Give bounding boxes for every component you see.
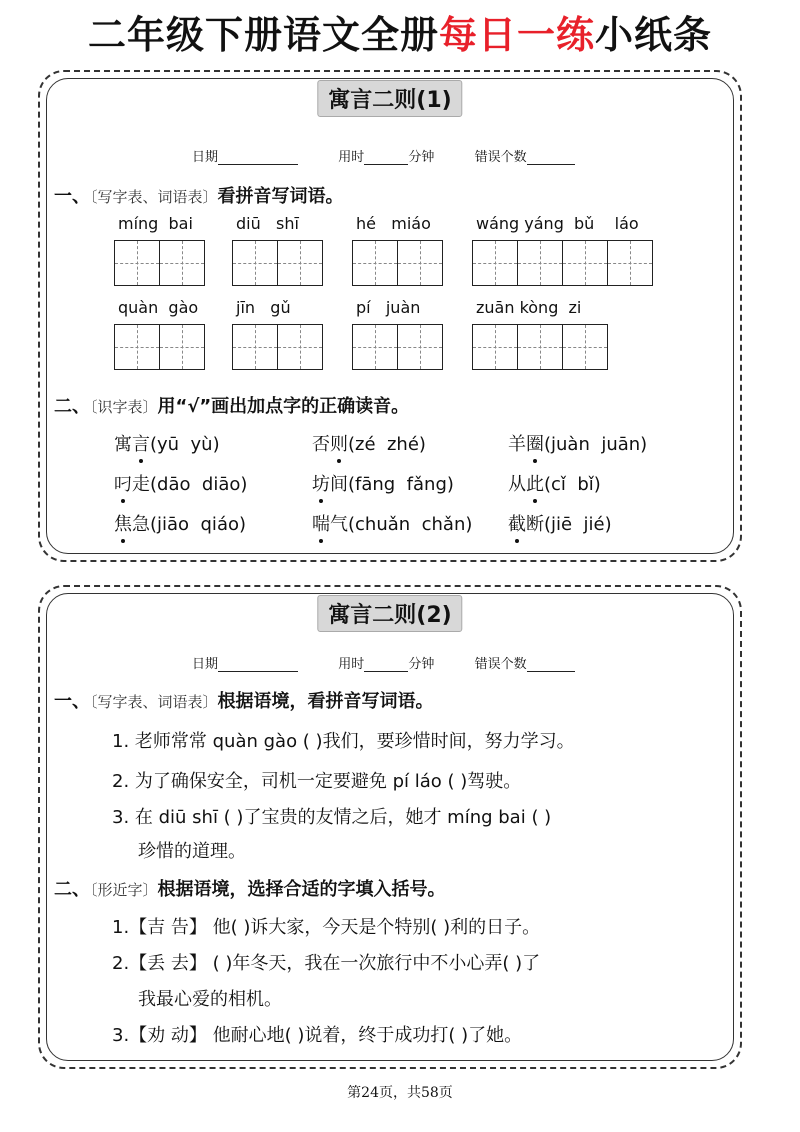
reading-choice[interactable]: 羊圈(juàn juān) (508, 434, 648, 455)
reading-choice[interactable]: 截断(jiē jié) (508, 514, 612, 535)
card-title: 寓言二则(1) (317, 80, 462, 117)
card-title: 寓言二则(2) (317, 595, 462, 632)
dotted-character: 此 (526, 474, 544, 495)
writing-grid[interactable] (472, 324, 608, 370)
dotted-character: 焦 (114, 514, 132, 535)
tian-cell[interactable] (160, 325, 204, 369)
tian-cell[interactable] (353, 325, 398, 369)
time-field[interactable] (364, 150, 408, 165)
writing-grid[interactable] (232, 324, 323, 370)
errors-field[interactable] (527, 657, 575, 672)
tian-cell[interactable] (398, 325, 442, 369)
writing-grid[interactable] (472, 240, 653, 286)
choice-item: 我最心爱的相机。 (138, 989, 282, 1010)
dotted-character: 截 (508, 514, 526, 535)
writing-grid[interactable] (114, 240, 205, 286)
dotted-character: 坊 (312, 474, 330, 495)
sentence-item[interactable]: 1. 老师常常 quàn gào ( )我们，要珍惜时间，努力学习。 (112, 731, 575, 752)
page-footer: 第24页，共58页 (347, 1085, 453, 1101)
pinyin-label: zuān kòng zi (476, 298, 582, 317)
tian-cell[interactable] (160, 241, 204, 285)
pinyin-label: jīn gǔ (236, 298, 291, 317)
question-1-heading: 一、〔写字表、词语表〕看拼音写词语。 (54, 186, 344, 207)
tian-cell[interactable] (563, 241, 608, 285)
tian-cell[interactable] (398, 241, 442, 285)
reading-choice[interactable]: 焦急(jiāo qiáo) (114, 514, 247, 535)
reading-choice[interactable]: 否则(zé zhé) (312, 434, 426, 455)
pinyin-label: wáng yáng bǔ láo (476, 214, 639, 233)
pinyin-label: hé miáo (356, 214, 431, 233)
choice-item[interactable]: 2.【丢 去】 ( )年冬天，我在一次旅行中不小心弄( )了 (112, 953, 541, 974)
tian-cell[interactable] (518, 325, 563, 369)
errors-field[interactable] (527, 150, 575, 165)
tian-cell[interactable] (563, 325, 607, 369)
meta-row: 日期 用时 分钟 错误个数 (192, 146, 575, 165)
tian-cell[interactable] (233, 241, 278, 285)
exercise-card-1 (38, 70, 742, 562)
writing-grid[interactable] (232, 240, 323, 286)
dotted-character: 则 (330, 434, 348, 455)
meta-row: 日期 用时 分钟 错误个数 (192, 653, 575, 672)
question-1-heading: 一、〔写字表、词语表〕根据语境，看拼音写词语。 (54, 691, 434, 712)
dotted-character: 言 (132, 434, 150, 455)
tian-cell[interactable] (278, 325, 322, 369)
sentence-item[interactable]: 2. 为了确保安全，司机一定要避免 pí láo ( )驾驶。 (112, 771, 522, 792)
reading-choice[interactable]: 坊间(fāng fǎng) (312, 474, 454, 495)
tian-cell[interactable] (353, 241, 398, 285)
tian-cell[interactable] (473, 325, 518, 369)
date-field[interactable] (218, 150, 298, 165)
writing-grid[interactable] (352, 240, 443, 286)
dotted-character: 喘 (312, 514, 330, 535)
tian-cell[interactable] (115, 241, 160, 285)
tian-cell[interactable] (233, 325, 278, 369)
pinyin-label: quàn gào (118, 298, 199, 317)
pinyin-label: diū shī (236, 214, 299, 233)
page-title: 二年级下册语文全册每日一练小纸条 (87, 13, 713, 57)
tian-cell[interactable] (518, 241, 563, 285)
pinyin-label: míng bai (118, 214, 193, 233)
choice-item[interactable]: 1.【吉 告】 他( )诉大家，今天是个特别( )利的日子。 (112, 917, 541, 938)
question-2-heading: 二、〔形近字〕根据语境，选择合适的字填入括号。 (54, 879, 446, 900)
tian-cell[interactable] (115, 325, 160, 369)
writing-grid[interactable] (114, 324, 205, 370)
tian-cell[interactable] (608, 241, 652, 285)
sentence-item[interactable]: 3. 在 diū shī ( )了宝贵的友情之后，她才 míng bai ( ) (112, 807, 552, 828)
reading-choice[interactable]: 从此(cǐ bǐ) (508, 474, 601, 495)
dotted-character: 圈 (526, 434, 544, 455)
tian-cell[interactable] (278, 241, 322, 285)
writing-grid[interactable] (352, 324, 443, 370)
reading-choice[interactable]: 寓言(yū yù) (114, 434, 220, 455)
reading-choice[interactable]: 喘气(chuǎn chǎn) (312, 514, 473, 535)
choice-item[interactable]: 3.【劝 动】 他耐心地( )说着，终于成功打( )了她。 (112, 1025, 523, 1046)
exercise-card-2 (38, 585, 742, 1069)
reading-choice[interactable]: 叼走(dāo diāo) (114, 474, 248, 495)
date-field[interactable] (218, 657, 298, 672)
dotted-character: 叼 (114, 474, 132, 495)
time-field[interactable] (364, 657, 408, 672)
pinyin-label: pí juàn (356, 298, 421, 317)
sentence-item: 珍惜的道理。 (138, 841, 246, 862)
tian-cell[interactable] (473, 241, 518, 285)
question-2-heading: 二、〔识字表〕用“√”画出加点字的正确读音。 (54, 396, 410, 417)
